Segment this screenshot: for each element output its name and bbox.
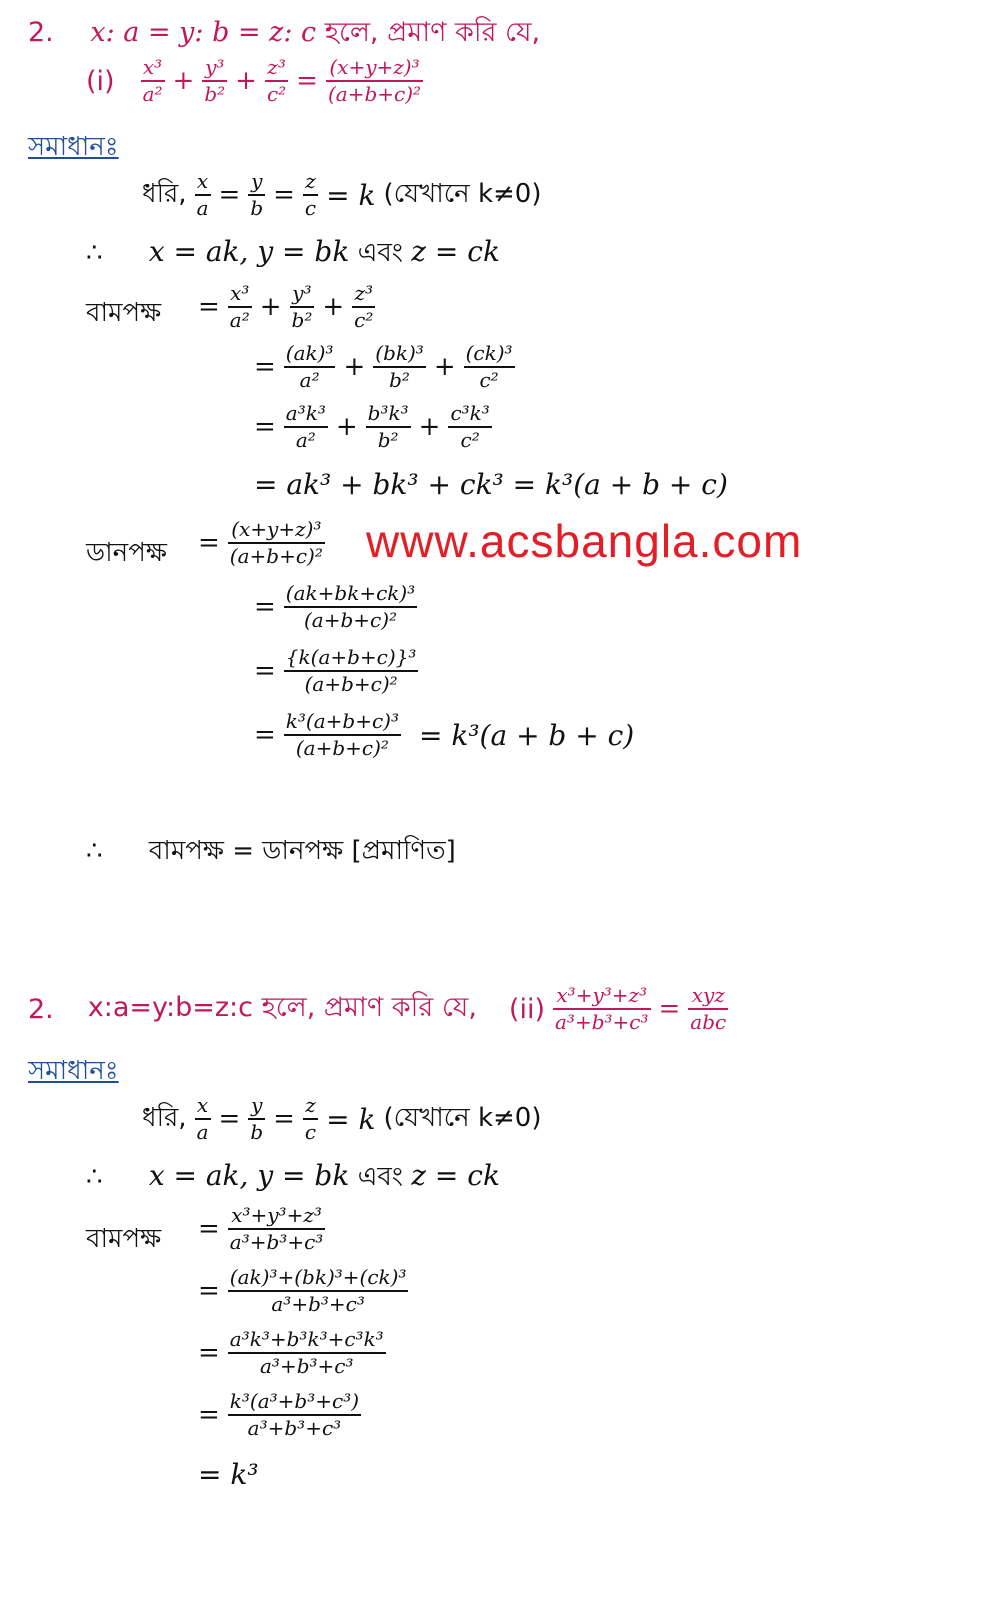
- let-k: = k: [326, 1102, 376, 1136]
- q2-condition: x:a=y:b=z:c হলে, প্রমাণ করি যে,: [87, 991, 477, 1023]
- let-z-num: z: [305, 1093, 316, 1117]
- let-condition: (যেখানে k≠0): [383, 179, 542, 209]
- q1-rhs-num: (x+y+z)³: [329, 55, 420, 79]
- let-z-den: c: [304, 1120, 317, 1144]
- rhs-label: ডানপক্ষ: [86, 538, 167, 568]
- q1-condition: x: a = y: b = z: c: [90, 17, 317, 48]
- substitution-xy: x = ak, y = bk: [148, 1159, 350, 1192]
- substitution-z: z = ck: [411, 235, 500, 268]
- rhs-step1: = $\frac{\text{(x+y+z)³}}{\text{(a+b+c)²}}$: [198, 517, 323, 568]
- let-condition: (যেখানে k≠0): [383, 1103, 542, 1133]
- frac-num: x³: [230, 281, 250, 305]
- q1-rhs-den: (a+b+c)²: [327, 82, 422, 106]
- frac-num: {k(a+b+c)}³: [285, 645, 417, 669]
- frac-den: b²: [377, 428, 399, 452]
- frac-den: (a+b+c)²: [303, 608, 398, 632]
- q1-frac2-num: y³: [205, 55, 225, 79]
- q1-frac3-den: c²: [266, 82, 287, 106]
- conclusion-line: [86, 830, 456, 874]
- frac-den: (a+b+c)²: [304, 672, 398, 696]
- frac-num: (bk)³: [375, 341, 424, 365]
- q1-part-label: (i): [86, 65, 115, 97]
- q2-number: 2.: [28, 993, 54, 1025]
- substitution-line: [86, 232, 500, 276]
- frac-den: a²: [229, 308, 250, 332]
- let-x-den: a: [196, 196, 209, 220]
- frac-num: a³k³: [285, 401, 326, 425]
- q1-condition-text: হলে, প্রমাণ করি যে,: [324, 17, 541, 48]
- frac-num: y³: [292, 281, 312, 305]
- frac-num: (ck)³: [465, 341, 513, 365]
- frac-num: (ak+bk+ck)³: [285, 581, 416, 605]
- frac-num: (ak)³: [285, 341, 334, 365]
- q2-rhs-den: abc: [690, 1010, 727, 1034]
- let-z-den: c: [304, 196, 317, 220]
- let-x-num: x: [196, 169, 209, 193]
- q2-part-label: (ii): [508, 993, 545, 1025]
- q1-statement: [28, 12, 540, 57]
- let-y-den: b: [250, 1120, 264, 1144]
- lhs2-step2: = $\frac{\text{(ak)³+(bk)³+(ck)³}}{\text{a³+b³+c³}}$: [198, 1265, 407, 1316]
- let-word: ধরি,: [142, 179, 187, 209]
- q2-lhs-den: a³+b³+c³: [555, 1010, 649, 1034]
- frac-den: c²: [354, 308, 374, 332]
- frac-den: a³+b³+c³: [247, 1416, 342, 1440]
- let-y-den: b: [250, 196, 264, 220]
- let-z-num: z: [305, 169, 316, 193]
- q2-statement: 2. x:a=y:b=z:c হলে, প্রমাণ করি যে, (ii) $\frac{\text{x³+y³+z³}}{\text{a³+b³+c³}}$ = $\frac{\text{xyz}}{\text{abc}}$: [28, 983, 727, 1034]
- q1-frac3-num: z³: [267, 55, 286, 79]
- frac-den: a³+b³+c³: [271, 1292, 365, 1316]
- q1-identity: [86, 56, 423, 106]
- and-word: এবং: [357, 238, 404, 268]
- equals-sign: =: [296, 66, 318, 96]
- lhs2-step4: = $\frac{\text{k³(a³+b³+c³)}}{\text{a³+b³+c³}}$: [198, 1389, 360, 1440]
- substitution-xy: x = ak, y = bk: [148, 235, 350, 268]
- lhs-label: বামপক্ষ: [86, 298, 162, 328]
- rhs-result: = k³(a + b + c): [419, 718, 635, 752]
- q2-lhs-num: x³+y³+z³: [556, 983, 648, 1007]
- frac-num: x³+y³+z³: [231, 1203, 322, 1227]
- conclusion-text: বামপক্ষ = ডানপক্ষ [প্রমাণিত]: [148, 836, 456, 866]
- therefore-symbol: ∴: [86, 1162, 103, 1192]
- frac-num: a³k³+b³k³+c³k³: [229, 1327, 384, 1351]
- frac-den: b²: [291, 308, 313, 332]
- lhs-step2: = $\frac{\text{(ak)³}}{\text{a²}}$ + $\frac{\text{(bk)³}}{\text{b²}}$ + $\frac{\text{(ck)³}}{\text{c²}}$: [254, 341, 513, 392]
- lhs-step1: = $\frac{\text{x³}}{\text{a²}}$ + $\frac{\text{y³}}{\text{b²}}$ + $\frac{\text{z³}}{\text{c²}}$: [198, 281, 374, 332]
- frac-den: c²: [479, 368, 499, 392]
- plus-sign: +: [235, 66, 257, 96]
- and-word: এবং: [357, 1162, 404, 1192]
- q1-frac2-den: b²: [204, 82, 226, 106]
- let-line: ধরি, $\frac{x}{a}$ = $\frac{y}{b}$ = $\frac{z}{c}$ = k (যেখানে k≠0): [142, 169, 542, 220]
- substitution-line-2: [86, 1156, 500, 1200]
- solution-heading: সমাধানঃ: [28, 132, 119, 162]
- rhs-step2: = $\frac{\text{(ak+bk+ck)³}}{\text{(a+b+c)²}}$: [254, 581, 416, 632]
- lhs-step3: = $\frac{\text{a³k³}}{\text{a²}}$ + $\frac{\text{b³k³}}{\text{b²}}$ + $\frac{\text{c³k³}}{\text{c²}}$: [254, 401, 490, 452]
- plus-sign: +: [172, 66, 195, 96]
- frac-den: a²: [295, 428, 316, 452]
- lhs2-result: = k³: [198, 1458, 259, 1491]
- q1-number: 2.: [28, 17, 54, 48]
- solution-heading-2: সমাধানঃ: [28, 1056, 119, 1086]
- let-x-den: a: [196, 1120, 209, 1144]
- q1-frac1-num: x³: [142, 55, 163, 79]
- frac-den: b²: [389, 368, 410, 392]
- lhs2-step1: = $\frac{\text{x³+y³+z³}}{\text{a³+b³+c³}}$: [198, 1203, 324, 1254]
- frac-den: a³+b³+c³: [229, 1230, 324, 1254]
- therefore-symbol: ∴: [86, 836, 103, 866]
- frac-num: z³: [354, 281, 374, 305]
- frac-num: (ak)³+(bk)³+(ck)³: [229, 1265, 407, 1289]
- lhs-step4: = ak³ + bk³ + ck³ = k³(a + b + c): [254, 468, 728, 501]
- let-word: ধরি,: [142, 1103, 187, 1133]
- lhs2-step3: = $\frac{\text{a³k³+b³k³+c³k³}}{\text{a³+b³+c³}}$: [198, 1327, 384, 1378]
- let-k: = k: [326, 178, 376, 212]
- therefore-symbol: ∴: [86, 238, 103, 268]
- let-y-num: y: [251, 169, 263, 193]
- substitution-z: z = ck: [411, 1159, 500, 1192]
- lhs-label-2: বামপক্ষ: [86, 1224, 162, 1254]
- let-y-num: y: [251, 1093, 263, 1117]
- frac-den: c²: [460, 428, 480, 452]
- let-x-num: x: [196, 1093, 209, 1117]
- rhs-step4: = $\frac{\text{k³(a+b+c)³}}{\text{(a+b+c)²}}$ = k³(a + b + c): [254, 709, 635, 760]
- frac-den: (a+b+c)²: [295, 736, 389, 760]
- site-watermark: www.acsbangla.com: [366, 515, 803, 567]
- q1-frac1-den: a²: [142, 82, 163, 106]
- frac-num: c³k³: [450, 401, 490, 425]
- frac-num: b³k³: [367, 401, 409, 425]
- q2-rhs-num: xyz: [691, 983, 725, 1007]
- frac-num: (x+y+z)³: [231, 517, 322, 541]
- let-line-2: ধরি, $\frac{x}{a}$ = $\frac{y}{b}$ = $\frac{z}{c}$ = k (যেখানে k≠0): [142, 1093, 542, 1144]
- frac-num: k³(a³+b³+c³): [229, 1389, 360, 1413]
- frac-den: a²: [299, 368, 320, 392]
- rhs-step3: = $\frac{\text{\{k(a+b+c)\}³}}{\text{(a+b+c)²}}$: [254, 645, 417, 696]
- frac-den: (a+b+c)²: [229, 544, 323, 568]
- frac-num: k³(a+b+c)³: [285, 709, 399, 733]
- frac-den: a³+b³+c³: [260, 1354, 354, 1378]
